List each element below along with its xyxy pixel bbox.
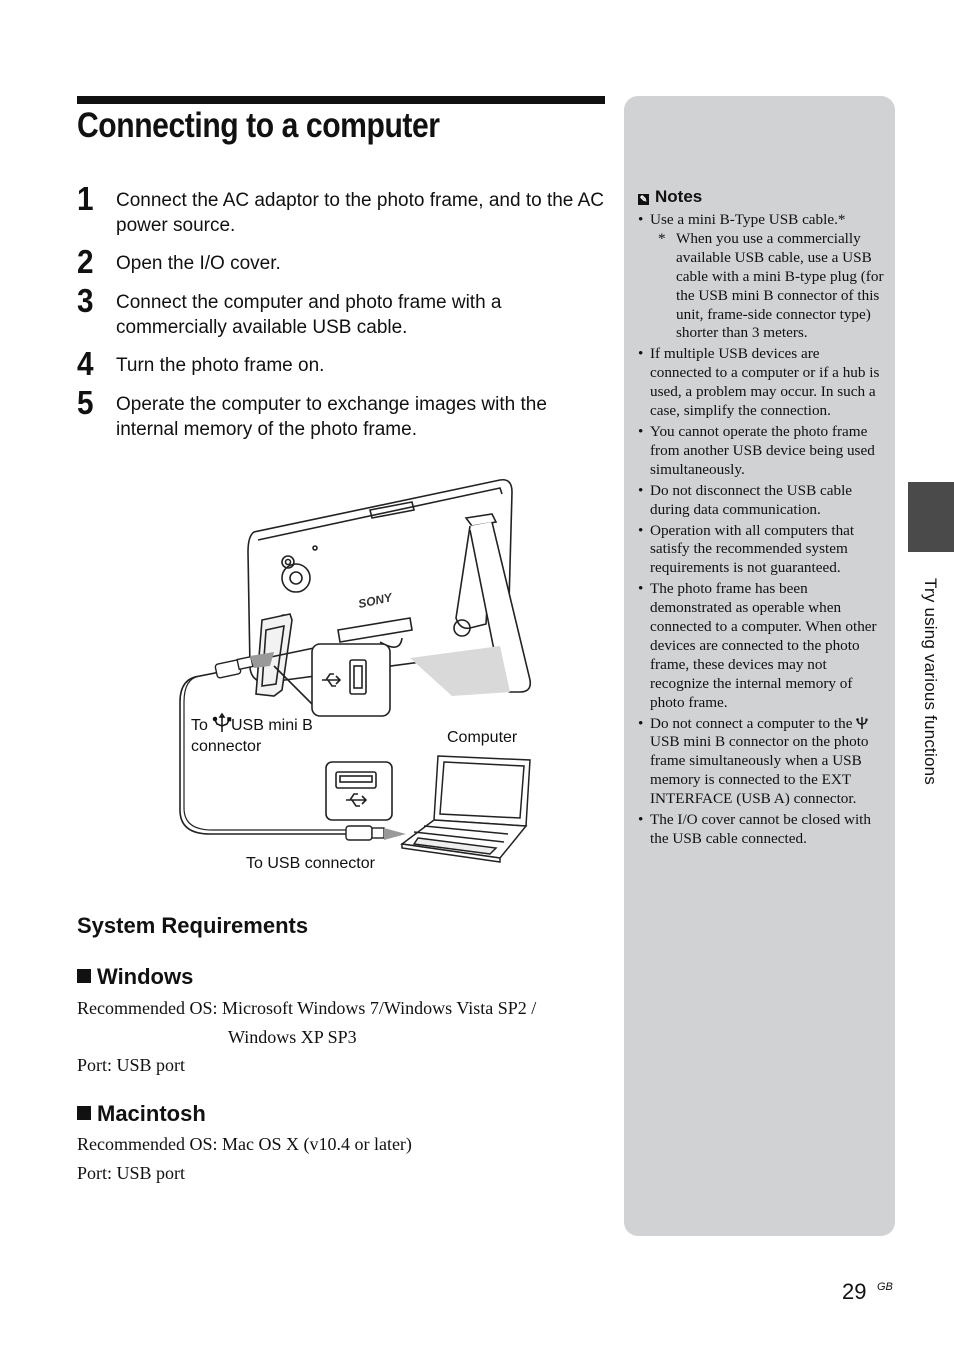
label-usb-mini-b-to: To <box>191 717 208 734</box>
notes-heading <box>638 187 702 207</box>
footnote-text: When you use a commercially available USB cable, use a USB cable with a mini B-type plug (for the USB mini B connector of this unit, frame-side connector type) shorter than 3 meters. <box>676 229 884 342</box>
step-text: Open the I/O cover. <box>116 253 281 274</box>
list-item: • The photo frame has been demonstrated as operable when connected to a computer. When other devices are connected to the photo frame, these devices may not recognize the internal memory of photo frame. <box>638 580 884 712</box>
title-rule <box>77 96 605 104</box>
windows-heading-text: Windows <box>97 964 194 989</box>
macintosh-heading-text: Macintosh <box>97 1101 206 1126</box>
footnote-mark: * <box>658 229 666 247</box>
mac-os: Recommended OS: Mac OS X (v10.4 or later) <box>77 1134 412 1154</box>
windows-os-line1: Recommended OS: Microsoft Windows 7/Windows Vista SP2 / <box>77 998 537 1018</box>
step-text: Turn the photo frame on. <box>116 355 325 376</box>
windows-port: Port: USB port <box>77 1055 186 1075</box>
list-item <box>638 211 884 343</box>
step-number: 4 <box>77 345 94 382</box>
list-item: • You cannot operate the photo frame from another USB device being used simultaneously. <box>638 423 884 480</box>
usb-a-callout <box>326 762 392 820</box>
note-text: Use a mini B-Type USB cable.* <box>650 211 846 228</box>
list-item: • Operation with all computers that satisfy the recommended system requirements is not guaranteed. <box>638 522 884 579</box>
notes-heading-text: Notes <box>655 187 703 206</box>
list-item: • The I/O cover cannot be closed with the USB cable connected. <box>638 811 884 849</box>
system-requirements-heading: System Requirements <box>77 913 309 938</box>
usb-a-plug <box>346 826 406 840</box>
step-number: 5 <box>77 384 94 421</box>
windows-heading <box>77 964 193 990</box>
step-number: 1 <box>77 180 94 217</box>
section-tab <box>908 482 954 552</box>
note-text: Do not connect a computer to the <box>650 714 857 732</box>
square-bullet-icon <box>77 969 91 983</box>
square-bullet-icon <box>77 1106 91 1120</box>
usb-trident-icon <box>856 716 868 730</box>
label-computer: Computer <box>447 729 518 746</box>
laptop <box>402 756 530 862</box>
step-number: 2 <box>77 243 94 280</box>
connection-illustration <box>170 470 540 880</box>
footnote <box>650 230 884 343</box>
step-text: Connect the computer and photo frame with a commercially available USB cable. <box>116 292 502 338</box>
step-text: Operate the computer to exchange images with the internal memory of the photo frame. <box>116 394 547 440</box>
connection-diagram <box>170 470 540 880</box>
page-language-code: GB <box>877 1281 893 1293</box>
list-item <box>638 715 884 810</box>
label-connector: connector <box>191 738 262 755</box>
label-usb-connector: To USB connector <box>246 855 375 872</box>
mac-port: Port: USB port <box>77 1163 186 1183</box>
brand-logo: SONY <box>356 590 394 612</box>
label-usb-mini-b-name: USB mini B <box>231 717 313 734</box>
section-tab-label: Try using various functions <box>921 578 940 785</box>
usb-trident-icon <box>214 714 231 732</box>
windows-os-line2: Windows XP SP3 <box>228 1027 357 1047</box>
step-number: 3 <box>77 282 94 319</box>
note-icon: ✎ <box>639 194 648 204</box>
label-usb-mini-b <box>191 717 208 734</box>
note-text: USB mini B connector on the photo frame simultaneously when a USB memory is connected to the EXT INTERFACE (USB A) connector. <box>650 733 869 808</box>
page-number: 29 <box>842 1279 867 1304</box>
step-text: Connect the AC adaptor to the photo frame, and to the AC power source. <box>116 190 604 236</box>
page-title: Connecting to a computer <box>77 106 440 145</box>
macintosh-heading <box>77 1101 206 1127</box>
list-item: • Do not disconnect the USB cable during data communication. <box>638 482 884 520</box>
notes-list <box>638 211 884 851</box>
list-item: • If multiple USB devices are connected to a computer or if a hub is used, a problem may occur. In such a case, simplify the connection. <box>638 345 884 421</box>
